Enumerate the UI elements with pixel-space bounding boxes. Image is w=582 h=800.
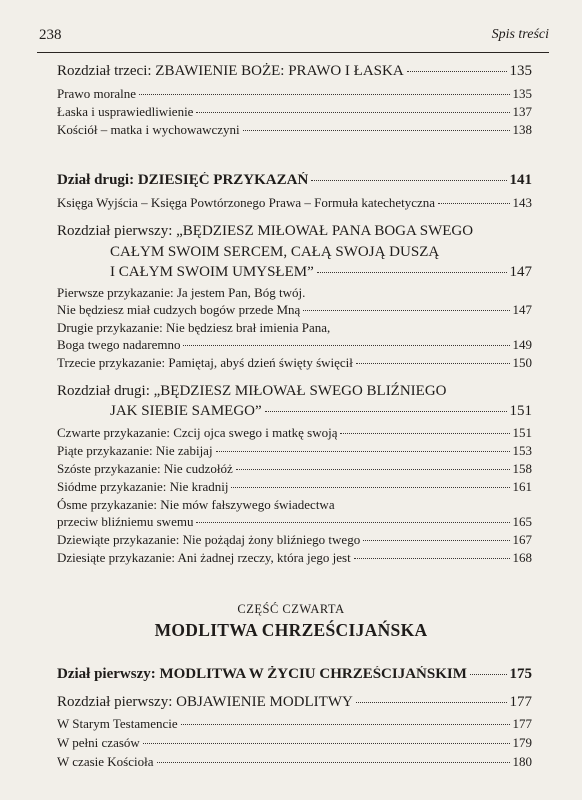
dot-leader [236,469,510,470]
toc-entry: Dziesiąte przykazanie: Ani żadnej rzeczy, która jego jest 168 [57,550,532,565]
toc-entry: Prawo moralne 135 [57,86,532,101]
dot-leader [356,363,510,364]
page-number: 238 [39,27,62,43]
header-rule [37,52,549,53]
toc-entry-chapter: I CAŁYM SWOIM UMYSŁEM” 147 [110,264,532,280]
dot-leader [311,180,506,181]
dot-leader [470,674,507,675]
dot-leader [196,112,509,113]
toc-entry: Siódme przykazanie: Nie kradnij 161 [57,479,532,494]
dot-leader [340,433,509,434]
dot-leader [139,94,509,95]
toc-entry: Czwarte przykazanie: Czcij ojca swego i matkę swoją 151 [57,425,532,440]
toc-entry: W pełni czasów 179 [57,735,532,750]
toc-entry-section: Dział drugi: DZIESIĘĆ PRZYKAZAŃ 141 [57,172,532,188]
dot-leader [363,540,509,541]
toc-entry-line: Ósme przykazanie: Nie mów fałszywego świadectwa [57,497,335,512]
toc-entry: Trzecie przykazanie: Pamiętaj, abyś dzień święty święcił 150 [57,355,532,370]
toc-entry: W Starym Testamencie 177 [57,716,532,731]
dot-leader [303,310,509,311]
dot-leader [243,130,510,131]
dot-leader [157,762,510,763]
dot-leader [407,71,507,72]
toc-entry-chapter: Rozdział pierwszy: OBJAWIENIE MODLITWY 177 [57,694,532,710]
toc-entry: Dziewiąte przykazanie: Nie pożądaj żony bliźniego twego 167 [57,532,532,547]
dot-leader [317,272,507,273]
dot-leader [216,451,510,452]
dot-leader [356,702,507,703]
toc-entry: Piąte przykazanie: Nie zabijaj 153 [57,443,532,458]
toc-entry-chapter: JAK SIEBIE SAMEGO” 151 [110,403,532,419]
part-label: CZĘŚĆ CZWARTA [237,602,345,616]
dot-leader [265,411,507,412]
toc-entry-section: Dział pierwszy: MODLITWA W ŻYCIU CHRZEŚCIJAŃSKIM 175 [57,666,532,682]
toc-entry-line: Pierwsze przykazanie: Ja jestem Pan, Bóg twój. [57,285,306,300]
toc-entry: Kościół – matka i wychowawczyni 138 [57,122,532,137]
toc-entry: Łaska i usprawiedliwienie 137 [57,104,532,119]
toc-entry-chapter-line: Rozdział pierwszy: „BĘDZIESZ MIŁOWAŁ PANA BOGA SWEGO [57,223,474,239]
toc-entry: Księga Wyjścia – Księga Powtórzonego Prawa – Formuła katechetyczna 143 [57,195,532,210]
dot-leader [196,522,509,523]
dot-leader [354,558,510,559]
running-title: Spis treści [491,27,549,42]
dot-leader [181,724,510,725]
dot-leader [231,487,509,488]
toc-entry: W czasie Kościoła 180 [57,754,532,769]
toc-entry: Szóste przykazanie: Nie cudzołóż 158 [57,461,532,476]
dot-leader [183,345,509,346]
toc-entry-line: Drugie przykazanie: Nie będziesz brał imienia Pana, [57,320,331,335]
toc-entry: Boga twego nadaremno 149 [57,337,532,352]
toc-entry-chapter: Rozdział trzeci: ZBAWIENIE BOŻE: PRAWO I ŁASKA 135 [57,63,532,79]
toc-entry-chapter-line: CAŁYM SWOIM SERCEM, CAŁĄ SWOJĄ DUSZĄ [110,244,440,260]
toc-entry: przeciw bliźniemu swemu 165 [57,514,532,529]
toc-entry-chapter-line: Rozdział drugi: „BĘDZIESZ MIŁOWAŁ SWEGO BLIŹNIEGO [57,383,447,399]
toc-entry: Nie będziesz miał cudzych bogów przede Mną 147 [57,302,532,317]
part-title: MODLITWA CHRZEŚCIJAŃSKA [154,620,428,640]
dot-leader [438,203,509,204]
dot-leader [143,743,510,744]
